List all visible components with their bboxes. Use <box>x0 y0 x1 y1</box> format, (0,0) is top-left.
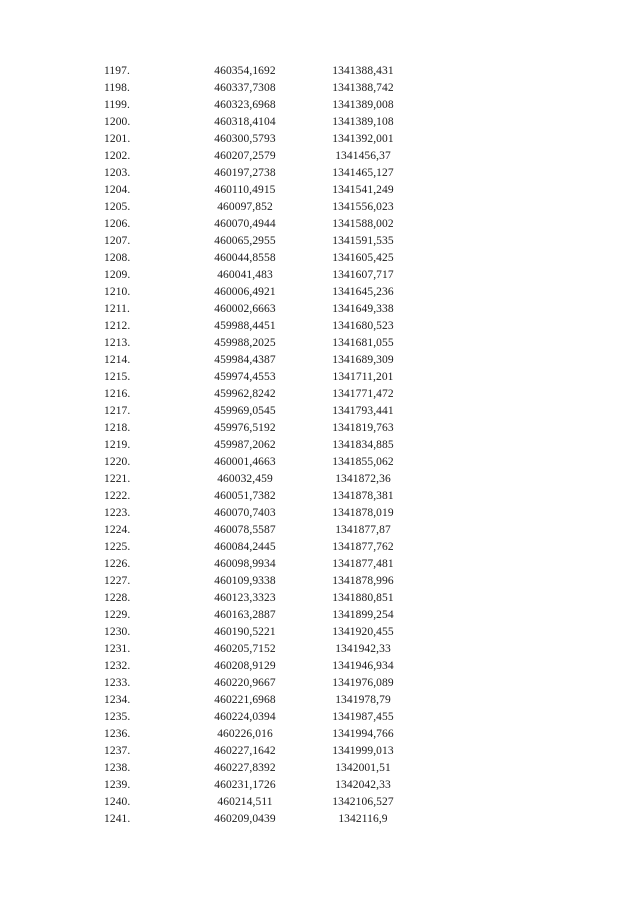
x-coordinate: 460227,8392 <box>214 762 276 774</box>
x-coordinate: 460214,511 <box>217 796 273 808</box>
point-number: 1214. <box>104 354 131 366</box>
x-coordinate: 460098,9934 <box>214 558 276 570</box>
x-coordinate: 460354,1692 <box>214 65 276 77</box>
table-row <box>0 692 640 709</box>
x-coordinate: 459962,8242 <box>214 388 276 400</box>
x-coordinate: 460227,1642 <box>214 745 276 757</box>
x-coordinate: 460065,2955 <box>214 235 276 247</box>
table-row <box>0 675 640 692</box>
x-coordinate: 460070,7403 <box>214 507 276 519</box>
point-number: 1204. <box>104 184 131 196</box>
x-coordinate: 459976,5192 <box>214 422 276 434</box>
y-coordinate: 1341987,455 <box>332 711 394 723</box>
table-row <box>0 182 640 199</box>
y-coordinate: 1341878,381 <box>332 490 394 502</box>
point-number: 1220. <box>104 456 131 468</box>
y-coordinate: 1341855,062 <box>332 456 394 468</box>
table-row <box>0 556 640 573</box>
table-row <box>0 454 640 471</box>
y-coordinate: 1341878,019 <box>332 507 394 519</box>
point-number: 1219. <box>104 439 131 451</box>
y-coordinate: 1341588,002 <box>332 218 394 230</box>
x-coordinate: 460323,6968 <box>214 99 276 111</box>
x-coordinate: 460163,2887 <box>214 609 276 621</box>
point-number: 1210. <box>104 286 131 298</box>
point-number: 1202. <box>104 150 131 162</box>
y-coordinate: 1341942,33 <box>335 643 391 655</box>
point-number: 1213. <box>104 337 131 349</box>
y-coordinate: 1341834,885 <box>332 439 394 451</box>
x-coordinate: 460078,5587 <box>214 524 276 536</box>
point-number: 1208. <box>104 252 131 264</box>
table-row <box>0 522 640 539</box>
x-coordinate: 460231,1726 <box>214 779 276 791</box>
y-coordinate: 1341388,431 <box>332 65 394 77</box>
point-number: 1221. <box>104 473 131 485</box>
point-number: 1197. <box>104 65 130 77</box>
point-number: 1216. <box>104 388 131 400</box>
y-coordinate: 1341877,87 <box>335 524 391 536</box>
table-row <box>0 284 640 301</box>
x-coordinate: 460044,8558 <box>214 252 276 264</box>
point-number: 1232. <box>104 660 131 672</box>
table-row <box>0 658 640 675</box>
table-row <box>0 471 640 488</box>
table-row <box>0 250 640 267</box>
y-coordinate: 1341680,523 <box>332 320 394 332</box>
x-coordinate: 459969,0545 <box>214 405 276 417</box>
point-number: 1231. <box>104 643 131 655</box>
x-coordinate: 460209,0439 <box>214 813 276 825</box>
point-number: 1228. <box>104 592 131 604</box>
y-coordinate: 1341880,851 <box>332 592 394 604</box>
point-number: 1227. <box>104 575 131 587</box>
table-row <box>0 488 640 505</box>
table-row <box>0 573 640 590</box>
x-coordinate: 459984,4387 <box>214 354 276 366</box>
x-coordinate: 459974,4553 <box>214 371 276 383</box>
table-row <box>0 199 640 216</box>
x-coordinate: 460318,4104 <box>214 116 276 128</box>
x-coordinate: 459987,2062 <box>214 439 276 451</box>
table-row <box>0 386 640 403</box>
point-number: 1205. <box>104 201 131 213</box>
y-coordinate: 1341456,37 <box>335 150 391 162</box>
table-row <box>0 743 640 760</box>
y-coordinate: 1341877,481 <box>332 558 394 570</box>
table-row <box>0 131 640 148</box>
x-coordinate: 460123,3323 <box>214 592 276 604</box>
point-number: 1235. <box>104 711 131 723</box>
point-number: 1209. <box>104 269 131 281</box>
table-row <box>0 97 640 114</box>
y-coordinate: 1341465,127 <box>332 167 394 179</box>
x-coordinate: 460070,4944 <box>214 218 276 230</box>
point-number: 1201. <box>104 133 131 145</box>
x-coordinate: 460110,4915 <box>214 184 276 196</box>
y-coordinate: 1341999,013 <box>332 745 394 757</box>
x-coordinate: 460197,2738 <box>214 167 276 179</box>
point-number: 1218. <box>104 422 131 434</box>
x-coordinate: 460226,016 <box>217 728 273 740</box>
table-row <box>0 794 640 811</box>
y-coordinate: 1342001,51 <box>335 762 391 774</box>
x-coordinate: 460002,6663 <box>214 303 276 315</box>
table-row <box>0 624 640 641</box>
y-coordinate: 1341392,001 <box>332 133 394 145</box>
table-row <box>0 165 640 182</box>
x-coordinate: 460190,5221 <box>214 626 276 638</box>
table-row <box>0 369 640 386</box>
y-coordinate: 1341645,236 <box>332 286 394 298</box>
x-coordinate: 460097,852 <box>217 201 273 213</box>
point-number: 1224. <box>104 524 131 536</box>
y-coordinate: 1341388,742 <box>332 82 394 94</box>
point-number: 1234. <box>104 694 131 706</box>
y-coordinate: 1341681,055 <box>332 337 394 349</box>
point-number: 1233. <box>104 677 131 689</box>
table-row <box>0 590 640 607</box>
x-coordinate: 460001,4663 <box>214 456 276 468</box>
y-coordinate: 1341711,201 <box>332 371 394 383</box>
point-number: 1198. <box>104 82 130 94</box>
x-coordinate: 459988,2025 <box>214 337 276 349</box>
x-coordinate: 460337,7308 <box>214 82 276 94</box>
y-coordinate: 1341819,763 <box>332 422 394 434</box>
x-coordinate: 460084,2445 <box>214 541 276 553</box>
point-number: 1241. <box>104 813 131 825</box>
y-coordinate: 1341872,36 <box>335 473 391 485</box>
y-coordinate: 1341556,023 <box>332 201 394 213</box>
table-row <box>0 726 640 743</box>
table-row <box>0 811 640 828</box>
y-coordinate: 1341607,717 <box>332 269 394 281</box>
y-coordinate: 1341978,79 <box>335 694 391 706</box>
table-row <box>0 114 640 131</box>
x-coordinate: 460041,483 <box>217 269 273 281</box>
y-coordinate: 1341878,996 <box>332 575 394 587</box>
point-number: 1238. <box>104 762 131 774</box>
table-row <box>0 403 640 420</box>
point-number: 1225. <box>104 541 131 553</box>
y-coordinate: 1342042,33 <box>335 779 391 791</box>
point-number: 1199. <box>104 99 130 111</box>
table-row <box>0 301 640 318</box>
x-coordinate: 460006,4921 <box>214 286 276 298</box>
table-row <box>0 539 640 556</box>
y-coordinate: 1341771,472 <box>332 388 394 400</box>
x-coordinate: 460051,7382 <box>214 490 276 502</box>
x-coordinate: 460220,9667 <box>214 677 276 689</box>
y-coordinate: 1341994,766 <box>332 728 394 740</box>
point-number: 1222. <box>104 490 131 502</box>
x-coordinate: 460032,459 <box>217 473 273 485</box>
table-row <box>0 335 640 352</box>
coordinate-table <box>0 63 640 828</box>
x-coordinate: 460224,0394 <box>214 711 276 723</box>
y-coordinate: 1341899,254 <box>332 609 394 621</box>
x-coordinate: 460208,9129 <box>214 660 276 672</box>
table-row <box>0 607 640 624</box>
table-row <box>0 80 640 97</box>
point-number: 1229. <box>104 609 131 621</box>
y-coordinate: 1341689,309 <box>332 354 394 366</box>
table-row <box>0 505 640 522</box>
y-coordinate: 1341877,762 <box>332 541 394 553</box>
point-number: 1211. <box>104 303 130 315</box>
y-coordinate: 1341920,455 <box>332 626 394 638</box>
table-row <box>0 267 640 284</box>
x-coordinate: 460300,5793 <box>214 133 276 145</box>
point-number: 1207. <box>104 235 131 247</box>
table-row <box>0 777 640 794</box>
y-coordinate: 1341793,441 <box>332 405 394 417</box>
table-row <box>0 437 640 454</box>
point-number: 1203. <box>104 167 131 179</box>
table-row <box>0 709 640 726</box>
point-number: 1200. <box>104 116 131 128</box>
table-row <box>0 63 640 80</box>
y-coordinate: 1342116,9 <box>338 813 388 825</box>
x-coordinate: 460205,7152 <box>214 643 276 655</box>
point-number: 1236. <box>104 728 131 740</box>
point-number: 1239. <box>104 779 131 791</box>
point-number: 1206. <box>104 218 131 230</box>
y-coordinate: 1341541,249 <box>332 184 394 196</box>
x-coordinate: 460207,2579 <box>214 150 276 162</box>
table-row <box>0 233 640 250</box>
y-coordinate: 1341389,108 <box>332 116 394 128</box>
table-row <box>0 148 640 165</box>
table-row <box>0 420 640 437</box>
y-coordinate: 1341591,535 <box>332 235 394 247</box>
y-coordinate: 1341389,008 <box>332 99 394 111</box>
y-coordinate: 1341649,338 <box>332 303 394 315</box>
point-number: 1230. <box>104 626 131 638</box>
table-row <box>0 760 640 777</box>
y-coordinate: 1341605,425 <box>332 252 394 264</box>
point-number: 1212. <box>104 320 131 332</box>
y-coordinate: 1341946,934 <box>332 660 394 672</box>
point-number: 1223. <box>104 507 131 519</box>
x-coordinate: 460221,6968 <box>214 694 276 706</box>
point-number: 1237. <box>104 745 131 757</box>
point-number: 1240. <box>104 796 131 808</box>
x-coordinate: 460109,9338 <box>214 575 276 587</box>
point-number: 1217. <box>104 405 131 417</box>
x-coordinate: 459988,4451 <box>214 320 276 332</box>
table-row <box>0 641 640 658</box>
y-coordinate: 1341976,089 <box>332 677 394 689</box>
table-row <box>0 352 640 369</box>
point-number: 1215. <box>104 371 131 383</box>
y-coordinate: 1342106,527 <box>332 796 394 808</box>
table-row <box>0 318 640 335</box>
table-row <box>0 216 640 233</box>
point-number: 1226. <box>104 558 131 570</box>
